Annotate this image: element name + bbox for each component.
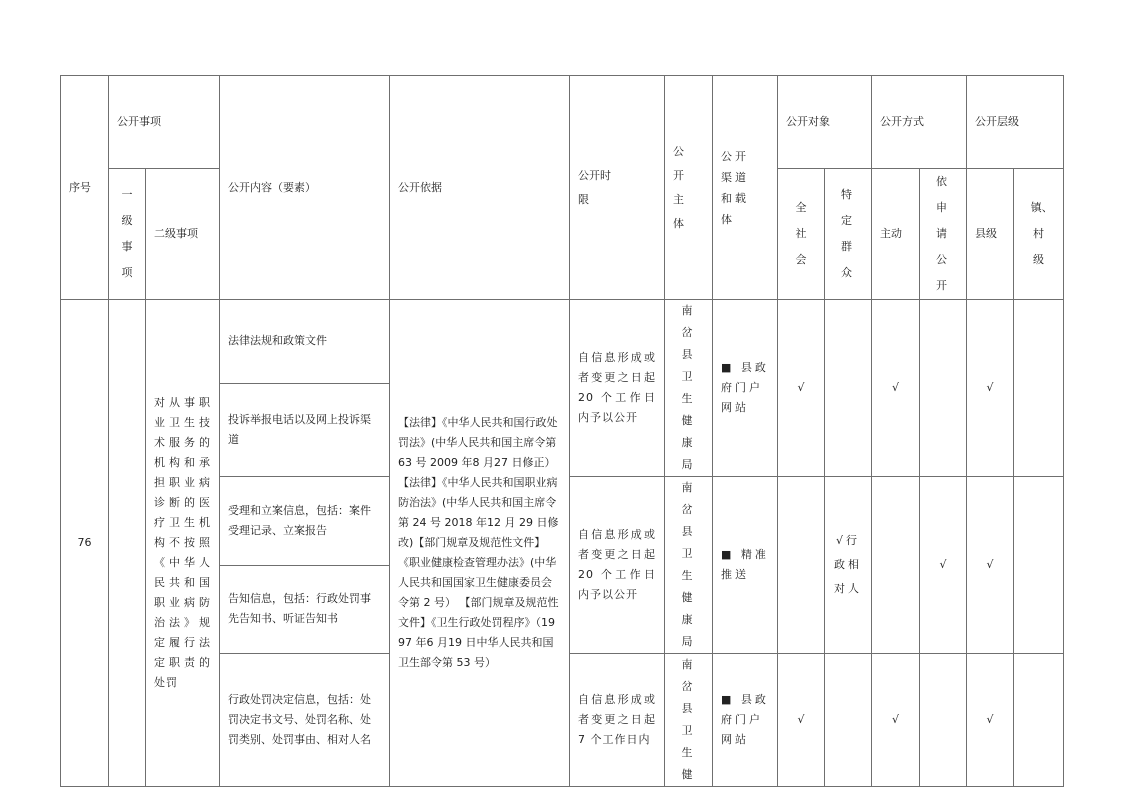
group1-level-county: √	[967, 300, 1014, 477]
content-item: 投诉举报电话以及网上投诉渠道	[220, 383, 390, 476]
header-basis: 公开依据	[390, 76, 570, 300]
group1-method-active: √	[872, 300, 920, 477]
group1-time-limit: 自信息形成或者变更之日起 20 个工作日内予以公开	[570, 300, 665, 477]
group3-method-active: √	[872, 654, 920, 787]
row-level1	[109, 300, 146, 787]
group1-subject: 南岔县卫生健康局	[665, 300, 713, 477]
group3-time-limit: 自信息形成或者变更之日起 7 个工作日内	[570, 654, 665, 787]
row-basis: 【法律】《中华人民共和国行政处罚法》(中华人民共和国主席令第 63 号 2009 年8 月27 日修正） 【法律】《中华人民共和国职业病防治法》(中华人民共和国主席令第 24 号 2018 年12 月 29 日修改)【部门规章及规范性文件】《职业健康检查管理办法》(中华人民共和国国家卫生健康委员会令第 2 号） 【部门规章及规范性文件】《卫生行政处罚程序》（1997 年6 月19 日中华人民共和国卫生部令第 53 号）	[390, 300, 570, 787]
header-target-all: 全社会	[778, 169, 825, 300]
group1-channel: ■ 县政府门户网站	[713, 300, 778, 477]
header-time-limit: 公开时限	[570, 76, 665, 300]
group2-subject: 南岔县卫生健康局	[665, 477, 713, 654]
group1-level-town	[1014, 300, 1064, 477]
header-level2: 二级事项	[146, 169, 220, 300]
header-method-active: 主动	[872, 169, 920, 300]
content-item: 行政处罚决定信息，包括：处罚决定书文号、处罚名称、处罚类别、处罚事由、相对人名	[220, 654, 390, 787]
group2-target-specific: √行政相对人	[825, 477, 872, 654]
content-item: 受理和立案信息，包括：案件受理记录、立案报告	[220, 477, 390, 566]
group2-level-county: √	[967, 477, 1014, 654]
content-item: 法律法规和政策文件	[220, 300, 390, 384]
header-target: 公开对象	[778, 76, 872, 169]
header-subject: 公开主体	[665, 76, 713, 300]
group3-channel: ■ 县政府门户网站	[713, 654, 778, 787]
header-target-specific: 特定群众	[825, 169, 872, 300]
header-items: 公开事项	[109, 76, 220, 169]
group1-target-specific	[825, 300, 872, 477]
header-level1: 一级事项	[109, 169, 146, 300]
row-level2: 对从事职业卫生技术服务的机构和承担职业病诊断的医疗卫生机构不按照《中华人民共和国职业病防治法》规定履行法定职责的处罚	[146, 300, 220, 787]
group2-time-limit: 自信息形成或者变更之日起 20 个工作日内予以公开	[570, 477, 665, 654]
group2-level-town	[1014, 477, 1064, 654]
row-seq: 76	[61, 300, 109, 787]
group3-subject: 南岔县卫生健	[665, 654, 713, 787]
group2-method-active	[872, 477, 920, 654]
group3-method-request	[920, 654, 967, 787]
group3-level-town	[1014, 654, 1064, 787]
group1-method-request	[920, 300, 967, 477]
group2-target-all	[778, 477, 825, 654]
header-seq: 序号	[61, 76, 109, 300]
header-level: 公开层级	[967, 76, 1064, 169]
group1-target-all: √	[778, 300, 825, 477]
group3-target-all: √	[778, 654, 825, 787]
group3-target-specific	[825, 654, 872, 787]
group2-channel: ■ 精准推送	[713, 477, 778, 654]
disclosure-table	[60, 75, 1064, 787]
header-content: 公开内容（要素）	[220, 76, 390, 300]
header-level-county: 县级	[967, 169, 1014, 300]
group3-level-county: √	[967, 654, 1014, 787]
header-method: 公开方式	[872, 76, 967, 169]
group2-method-request: √	[920, 477, 967, 654]
header-method-request: 依申请公开	[920, 169, 967, 300]
header-channel: 公开渠道和载体	[713, 76, 778, 300]
content-item: 告知信息，包括：行政处罚事先告知书、听证告知书	[220, 565, 390, 654]
header-level-town: 镇、村级	[1014, 169, 1064, 300]
